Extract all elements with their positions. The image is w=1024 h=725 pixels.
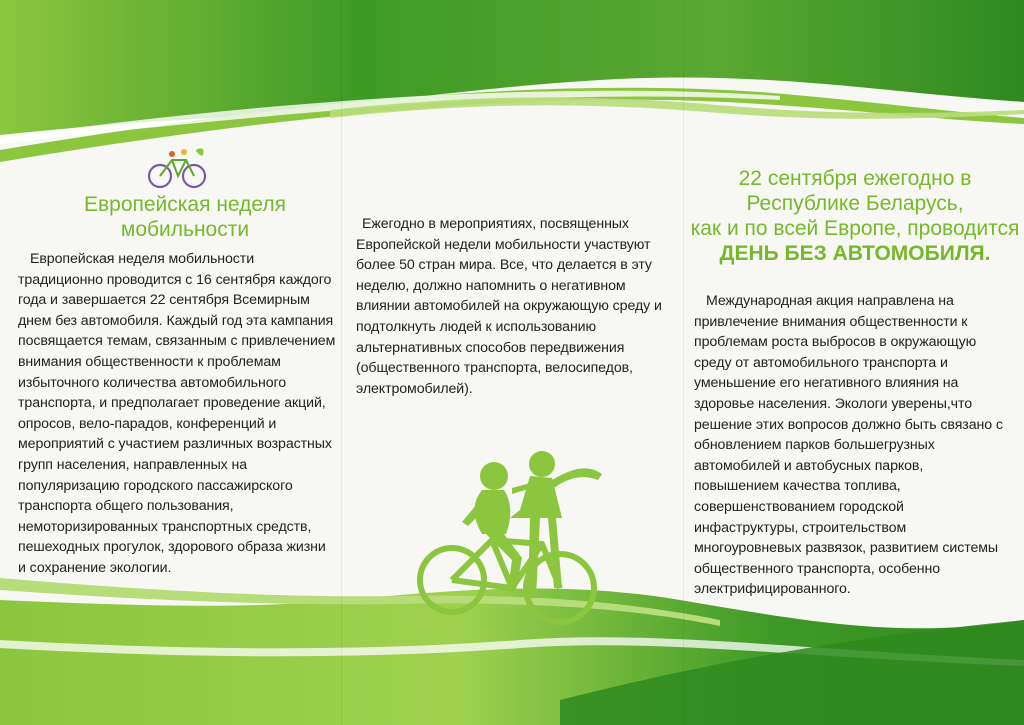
right-title [690, 166, 1020, 266]
right-title-line1: 22 сентября ежегодно в [738, 167, 972, 190]
left-title [60, 192, 310, 242]
right-title-emphasis: ДЕНЬ БЕЗ АВТОМОБИЛЯ. [719, 242, 991, 265]
bicycle-logo-icon [146, 146, 210, 192]
left-title-line2: мобильности [120, 218, 250, 241]
right-title-line2: Республике Беларусь, [746, 192, 964, 215]
right-title-line3: как и по всей Европе, проводится [690, 217, 1020, 240]
children-on-bicycle-icon [412, 448, 622, 638]
fold-line-2 [683, 0, 684, 725]
right-paragraph: Международная акция направлена на привлечение внимания общественности к проблемам роста выбросов в окружающую среду от автомобильного транспорта и уменьшение его негативного влияния на здоровье населения. Экологи уверены,что решение этих вопросов должно быть связано с обновлением парков большегрузных автомобилей и автобусных парков, повышением качества топлива, совершенствованием городской инфаструктуры, строительством многоуровневых развязок, развитием системы общественного транспорта, особенно электрифицированного. [694, 293, 1003, 598]
left-title-line1: Европейская неделя [83, 193, 286, 216]
middle-paragraph: Ежегодно в мероприятиях, посвященных Европейской недели мобильности участвуют более 50 стран мира. Все, что делается в эту неделю, должно напомнить о негативном влиянии автомобилей на окружающую среду и подтолкнуть людей к использованию альтернативных способов передвижения (общественного транспорта, велосипедов, электромобилей). [356, 216, 662, 397]
left-paragraph: Европейская неделя мобильности традиционно проводится с 16 сентября каждого года и завершается 22 сентября Всемирным днем без автомобиля. Каждый год эта кампания посвящается темам, связанным с привлечением внимания общественности к проблемам избыточного количества автомобильного транспорта, и предполагает проведение акций, опросов, вело-парадов, конференций и мероприятий с участием различных возрастных групп населения, направленных на популяризацию городского пассажирского транспорта общего пользования, немоторизированных транспортных средств, пешеходных прогулок, здорового образа жизни и сохранение экологии. [18, 251, 336, 576]
fold-line-1 [341, 0, 342, 725]
